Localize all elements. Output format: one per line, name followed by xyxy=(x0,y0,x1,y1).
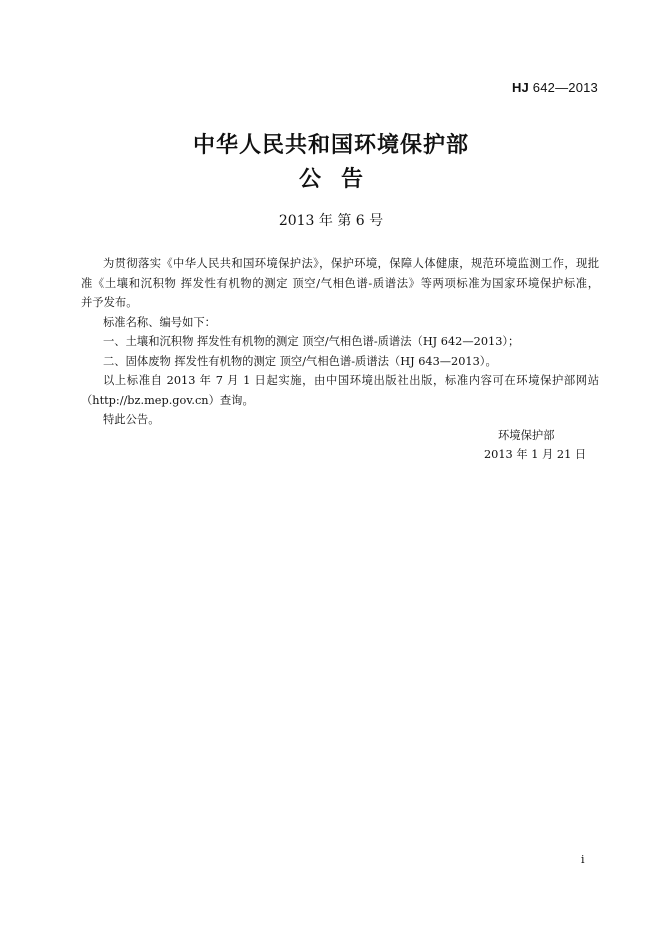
paragraph-line: （http://bz.mep.gov.cn）查询。 xyxy=(81,393,254,407)
notice-title: 公告 xyxy=(298,167,383,192)
paragraph-line: 并予发布。 xyxy=(81,296,138,309)
ministry-title: 中华人民共和国环境保护部 xyxy=(192,133,469,158)
paragraph-line: 以上标准自 2013 年 7 月 1 日起实施，由中国环境出版社出版，标准内容可在环境保护部网站 xyxy=(103,374,599,387)
standard-item-1: 一、土壤和沉积物 挥发性有机物的测定 顶空/气相色谱-质谱法（HJ 642—2013）； xyxy=(103,335,520,348)
standard-item-2: 二、固体废物 挥发性有机物的测定 顶空/气相色谱-质谱法（HJ 643—2013）。 xyxy=(103,354,497,368)
standard-code xyxy=(512,80,598,95)
issue-number: 2013 年 第 6 号 xyxy=(278,213,384,229)
notice-body xyxy=(81,254,599,430)
paragraph-line: 为贯彻落实《中华人民共和国环境保护法》，保护环境，保障人体健康，规范环境监测工作，现批 xyxy=(103,257,599,270)
paragraph-line: 准《土壤和沉积物 挥发性有机物的测定 顶空/气相色谱-质谱法》等两项标准为国家环境保护标准， xyxy=(81,276,599,290)
page-number: i xyxy=(581,853,585,866)
signature-date: 2013 年 1 月 21 日 xyxy=(484,448,587,461)
standard-code-number: 642—2013 xyxy=(528,80,598,95)
list-intro: 标准名称、编号如下： xyxy=(103,315,216,329)
standard-code-prefix: HJ xyxy=(511,80,529,95)
closing-line: 特此公告。 xyxy=(103,413,160,426)
signature-org: 环境保护部 xyxy=(498,429,555,442)
